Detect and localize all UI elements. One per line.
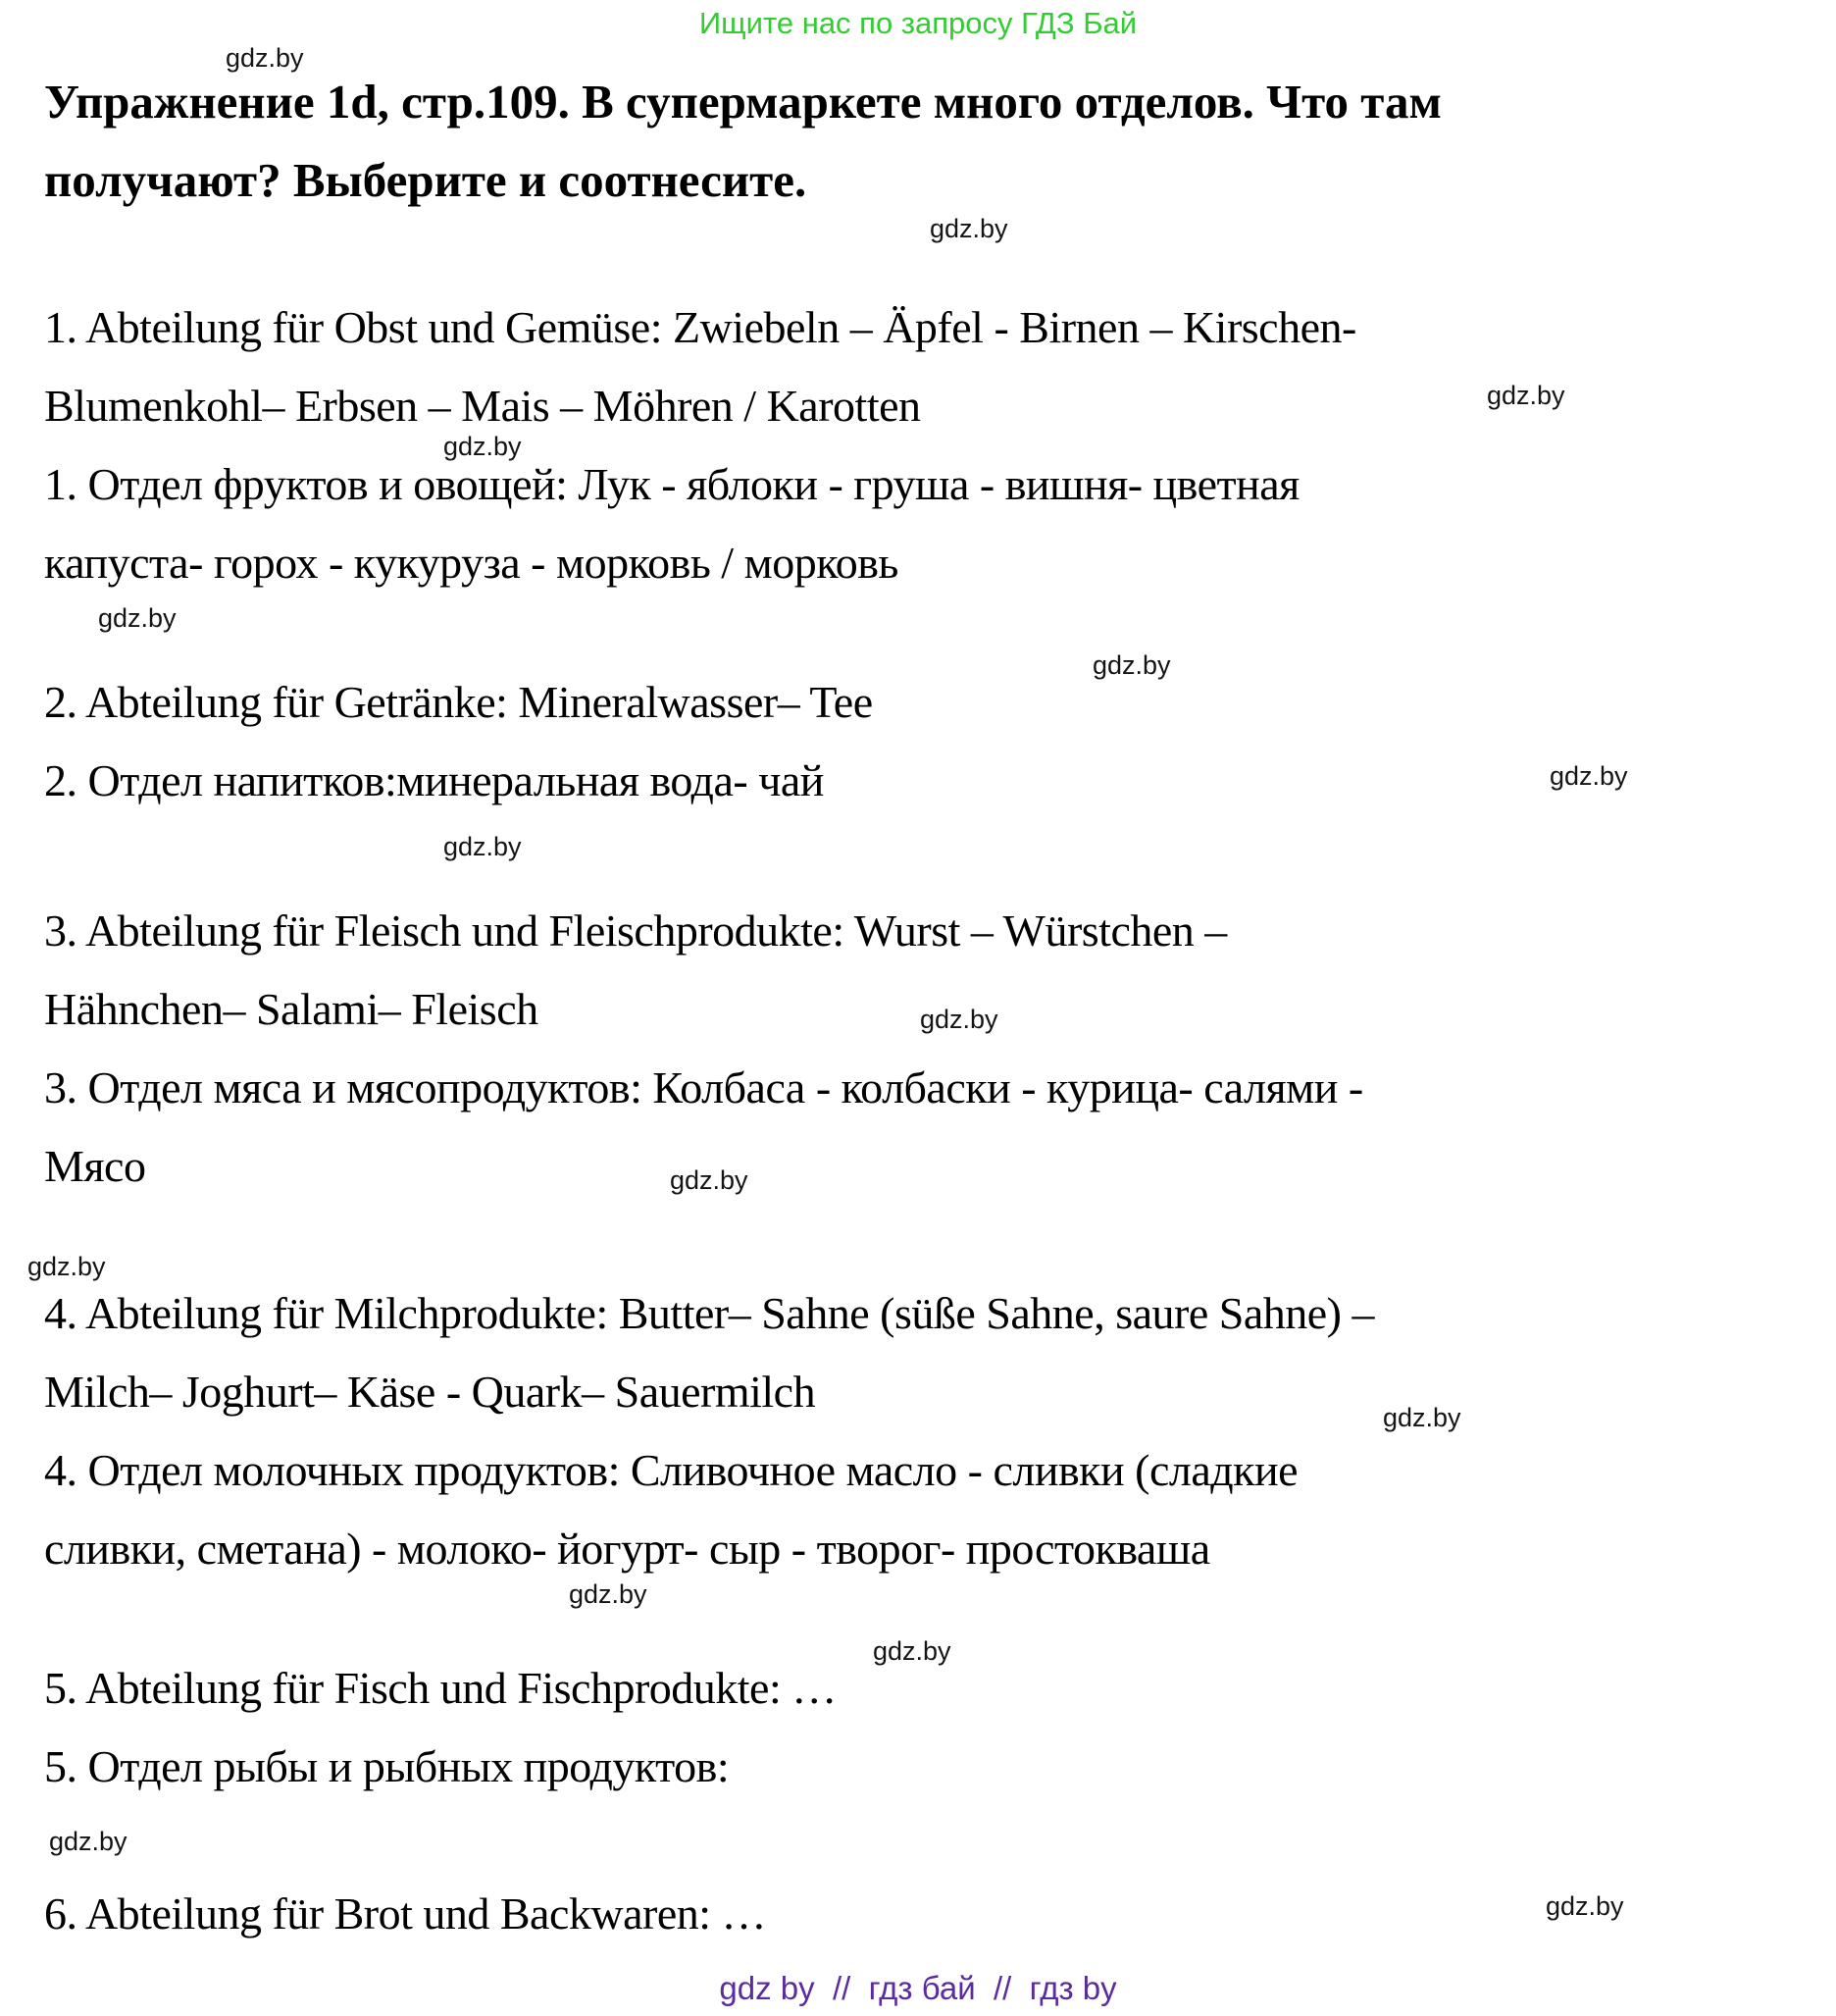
gdz-watermark: gdz.by [27, 1252, 106, 1281]
german-text-line: 6. Abteilung für Brot und Backwaren: … [44, 1888, 767, 1938]
gdz-watermark: gdz.by [443, 832, 522, 861]
gdz-watermark: gdz.by [1546, 1891, 1624, 1921]
gdz-watermark: gdz.by [1550, 761, 1628, 791]
gdz-watermark: gdz.by [1383, 1403, 1461, 1432]
exercise-item-2 [44, 663, 873, 820]
russian-text-line: сливки, сметана) - молоко- йогурт- сыр - творог- простокваша [44, 1524, 1210, 1574]
gdz-watermark: gdz.by [49, 1827, 128, 1856]
promo-banner: Ищите нас по запросу ГДЗ Бай [698, 6, 1138, 40]
gdz-watermark: gdz.by [920, 1005, 998, 1034]
russian-text-line: 2. Отдел напитков:минеральная вода- чай [44, 755, 824, 805]
german-text-line: Milch– Joghurt– Käse - Quark– Sauermilch [44, 1367, 816, 1417]
russian-text-line: Мясо [44, 1141, 146, 1191]
german-text-line: 2. Abteilung für Getränke: Mineralwasser– Tee [44, 677, 873, 727]
gdz-watermark: gdz.by [226, 43, 304, 73]
gdz-watermark: gdz.by [98, 603, 177, 633]
german-text-line: 5. Abteilung für Fisch und Fischprodukte: … [44, 1663, 837, 1713]
footer-watermark: gdz by // гдз бай // гдз by [719, 1970, 1117, 2006]
german-text-line: Blumenkohl– Erbsen – Mais – Möhren / Karotten [44, 381, 921, 431]
russian-text-line: 3. Отдел мяса и мясопродуктов: Колбаса - колбаски - курица- салями - [44, 1062, 1363, 1112]
exercise-item-1 [44, 288, 1356, 602]
exercise-item-3 [44, 892, 1363, 1206]
gdz-watermark: gdz.by [1093, 650, 1171, 680]
exercise-item-5 [44, 1649, 837, 1806]
russian-text-line: 4. Отдел молочных продуктов: Сливочное масло - сливки (сладкие [44, 1445, 1299, 1495]
german-text-line: 1. Abteilung für Obst und Gemüse: Zwiebeln – Äpfel - Birnen – Kirschen- [44, 302, 1356, 352]
german-text-line: 4. Abteilung für Milchprodukte: Butter– Sahne (süße Sahne, saure Sahne) – [44, 1288, 1374, 1338]
russian-text-line: 1. Отдел фруктов и овощей: Лук - яблоки - груша - вишня- цветная [44, 459, 1300, 509]
gdz-watermark: gdz.by [569, 1579, 647, 1609]
exercise-item-6 [44, 1875, 766, 1953]
gdz-watermark: gdz.by [873, 1636, 951, 1666]
gdz-watermark: gdz.by [930, 214, 1008, 243]
russian-text-line: капуста- горох - кукуруза - морковь / морковь [44, 538, 898, 588]
gdz-watermark: gdz.by [443, 432, 522, 461]
exercise-item-4 [44, 1274, 1374, 1588]
russian-text-line: 5. Отдел рыбы и рыбных продуктов: [44, 1741, 730, 1791]
german-text-line: Hähnchen– Salami– Fleisch [44, 984, 538, 1034]
gdz-watermark: gdz.by [1487, 381, 1565, 410]
exercise-title-line: Упражнение 1d, стр.109. В супермаркете много отделов. Что там [44, 75, 1442, 129]
german-text-line: 3. Abteilung für Fleisch und Fleischprodukte: Wurst – Würstchen – [44, 905, 1227, 956]
exercise-title [44, 63, 1442, 220]
exercise-title-line: получают? Выберите и соотнесите. [44, 153, 807, 207]
gdz-watermark: gdz.by [670, 1165, 748, 1195]
